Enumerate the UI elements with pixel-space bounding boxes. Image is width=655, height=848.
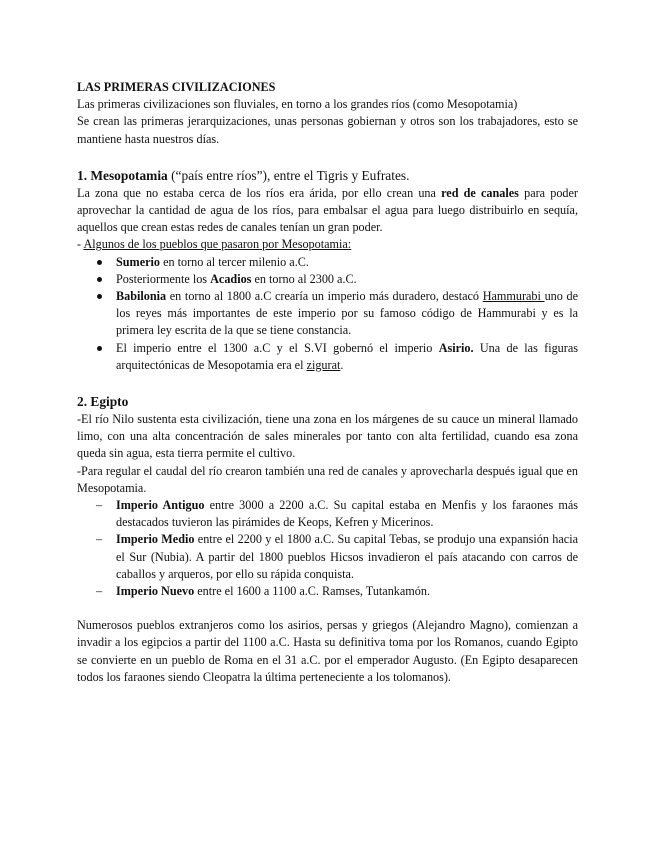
- hammurabi-link: Hammurabi: [482, 289, 545, 304]
- zigurat-link: zigurat: [306, 357, 341, 372]
- item-bold: Acadios: [210, 271, 252, 286]
- intro-line-1: Las primeras civilizaciones son fluviales, en torno a los grandes ríos (como Mesopotamia): [77, 97, 518, 112]
- item-text: Una de las figuras arquitectónicas de Mesopotamia era el: [116, 340, 578, 372]
- list-item: [77, 254, 578, 271]
- list-item: [77, 340, 578, 374]
- item-text: entre 3000 a 2200 a.C. Su capital estaba en Menfis y los faraones más destacados tuvieron las pirámides de Keops, Kefren y Micerinos.: [116, 498, 578, 530]
- egipto-paragraph-2: -Para regular el caudal del río crearon también una red de canales y aprovecharla después igual que en Mesopotamia.: [77, 463, 578, 495]
- item-text: entre el 1600 a 1100 a.C. Ramses, Tutankamón.: [194, 584, 431, 599]
- item-text: en torno al tercer milenio a.C.: [160, 254, 309, 269]
- egipto-heading-bold: 2. Egipto: [77, 394, 129, 410]
- list-item: [77, 583, 578, 600]
- pueblos-label: Algunos de los pueblos que pasaron por Mesopotamia:: [83, 237, 352, 252]
- item-text: en torno al 2300 a.C.: [251, 271, 357, 286]
- item-text: en torno al 1800 a.C crearía un imperio más duradero, destacó: [166, 289, 483, 304]
- pueblos-label-line: [77, 236, 578, 253]
- item-bold: Babilonia: [116, 289, 167, 304]
- section-heading-egipto: [77, 392, 578, 411]
- mesopotamia-heading-rest: (“país entre ríos”), entre el Tigris y Eufrates.: [167, 167, 410, 183]
- item-bold: Imperio Medio: [116, 532, 195, 547]
- meso-p1-text-end: para poder aprovechar la cantidad de agua de los ríos, para embalsar el agua para luego distribuirlo en sequía, aquellos que crean estas redes de canales tenían un gran poder.: [77, 185, 578, 235]
- egipto-paragraph-1: -El río Nilo sustenta esta civilización, tiene una zona en los márgenes de su cauce un mineral llamado limo, con una alta concentración de sales minerales por tanto con alta fertilidad, cuando esa zona queda sin agua, esta tierra permite el cultivo.: [77, 412, 578, 461]
- mesopotamia-heading-bold: 1. Mesopotamia: [77, 167, 168, 183]
- list-item: [77, 288, 578, 340]
- document-title: LAS PRIMERAS CIVILIZACIONES: [77, 80, 276, 94]
- list-item: [77, 497, 578, 531]
- item-text: entre el 2200 y el 1800 a.C. Su capital Tebas, se produjo una expansión hacia el Sur (Nubia). A partir del 1800 pueblos Hicsos invadieron el país atacando con carros de caballos y arqueros, por ello su rápida conquista.: [116, 532, 578, 581]
- meso-p1-text: La zona que no estaba cerca de los ríos era árida, por ello crean una: [77, 185, 442, 200]
- mesopotamia-peoples-list: [77, 254, 578, 374]
- item-pre: El imperio entre el 1300 a.C y el S.VI gobernó el imperio: [116, 340, 439, 355]
- egipto-empires-list: [77, 497, 578, 600]
- list-item: [77, 531, 578, 583]
- item-bold: Asirio.: [438, 340, 474, 355]
- closing-paragraph: Numerosos pueblos extranjeros como los asirios, persas y griegos (Alejandro Magno), comienzan a invadir a los egipcios a partir del 1100 a.C. Hasta su definitiva toma por los Romanos, cuando Egipto se convierte en un pueblo de Roma en el 31 a.C. por el emperador Augusto. (En Egipto desaparecen todos los faraones siendo Cleopatra la última perteneciente a los tolomanos).: [77, 618, 578, 684]
- item-pre: Posteriormente los: [116, 271, 211, 286]
- intro-line-2: Se crean las primeras jerarquizaciones, unas personas gobiernan y otros son los trabajadores, esto se mantiene hasta nuestros días.: [77, 114, 578, 146]
- item-bold: Imperio Antiguo: [116, 498, 205, 513]
- list-item: [77, 271, 578, 288]
- section-heading-mesopotamia: [77, 166, 578, 185]
- item-text-2: uno de los reyes más importantes de este imperio por su famoso código de Hammurabi y es la primera ley escrita de la que se tiene constancia.: [116, 289, 578, 338]
- pueblos-prefix: -: [77, 237, 84, 252]
- mesopotamia-paragraph: [77, 185, 578, 237]
- red-de-canales-bold: red de canales: [441, 185, 519, 200]
- item-bold: Imperio Nuevo: [116, 584, 195, 599]
- item-text-2: .: [340, 357, 344, 372]
- item-bold: Sumerio: [116, 254, 161, 269]
